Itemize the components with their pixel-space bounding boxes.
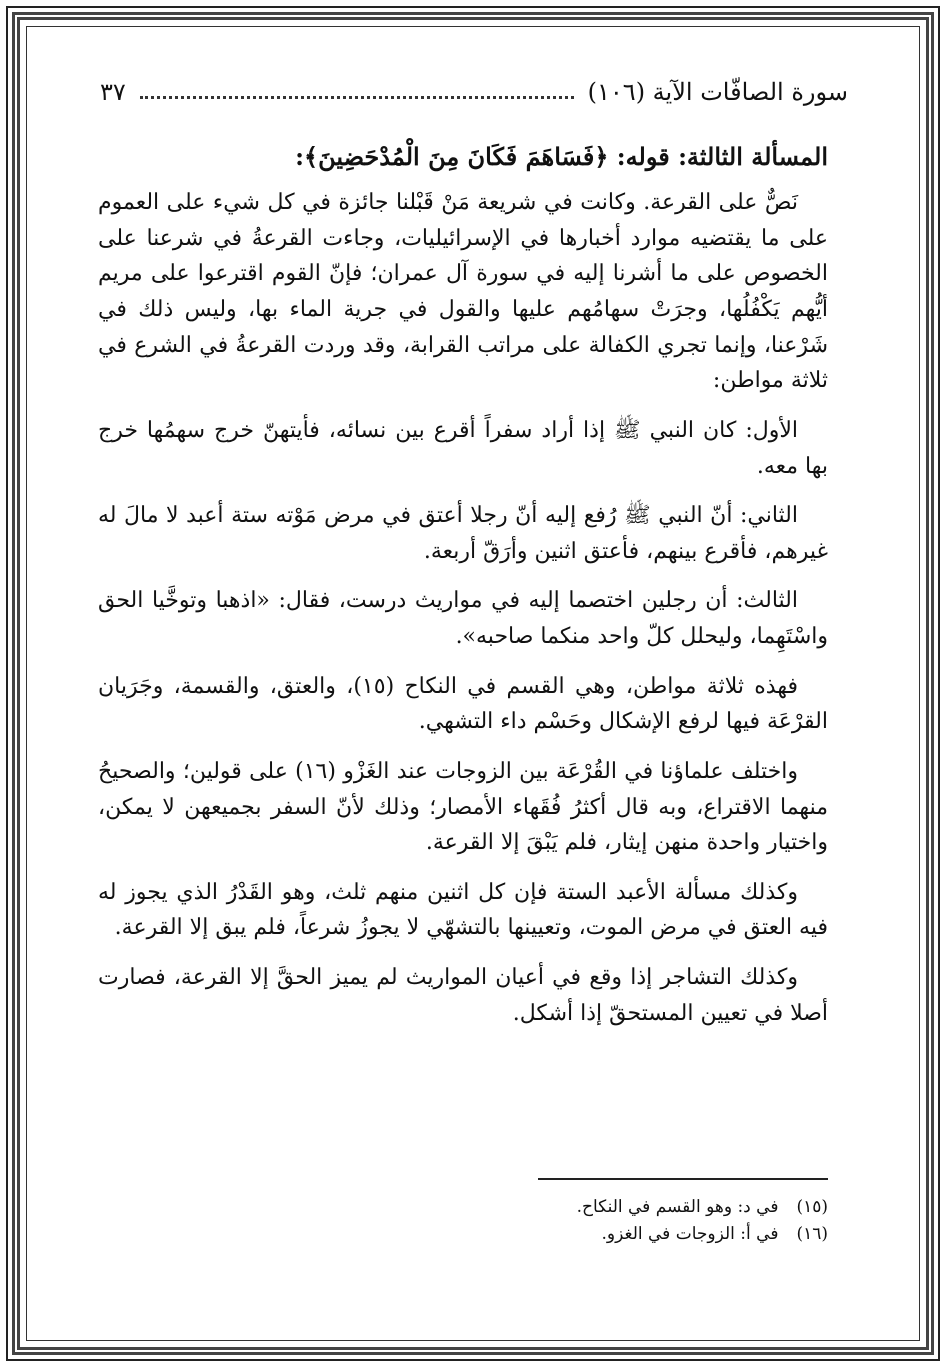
footnote-number: (١٦) <box>796 1224 828 1245</box>
footnote-number: (١٥) <box>796 1197 828 1217</box>
dot-leader <box>140 96 574 99</box>
section-heading: المسألة الثالثة: قوله: ﴿فَسَاهَمَ فَكَانَ مِنَ الْمُدْحَضِينَ﴾: <box>295 142 828 171</box>
running-title: سورة الصافّات الآية (١٠٦) <box>587 78 848 106</box>
footnote-separator <box>538 1178 828 1180</box>
main-text <box>98 138 828 1045</box>
paragraph: الأول: كان النبي ﷺ إذا أراد سفراً أقرع بين نسائه، فأيتهنّ خرج سهمُها خرج بها معه. <box>98 417 828 479</box>
paragraph: واختلف علماؤنا في القُرْعَة بين الزوجات عند الغَزْو (١٦) على قولين؛ والصحيحُ منهما الاقتراع، وبه قال أكثرُ فُقَهاء الأمصار؛ وذلك لأنّ السفر بجميعهن لا يمكن، واختيار واحدة منهن إيثار، فلم يَبْقَ إلا القرعة. <box>98 758 828 856</box>
footnotes <box>98 1178 828 1248</box>
paragraph: فهذه ثلاثة مواطن، وهي القسم في النكاح (١٥)، والعتق، والقسمة، وجَرَيان القرْعَة فيها لرفع الإشكال وحَسْم داء التشهي. <box>98 673 828 735</box>
footnote-text: في أ: الزوجات في الغزو. <box>601 1224 779 1245</box>
paragraph: الثالث: أن رجلين اختصما إليه في مواريث درست، فقال: «اذهبا وتوخَّيا الحق واسْتَهِما، وليحلل كلّ واحد منكما صاحبه». <box>98 588 828 650</box>
paragraph: وكذلك التشاجر إذا وقع في أعيان المواريث لم يميز الحقَّ إلا القرعة، فصارت أصلا في تعيين المستحقّ إذا أشكل. <box>98 965 828 1026</box>
paragraph: الثاني: أنّ النبي ﷺ رُفع إليه أنّ رجلا أعتق في مرض مَوْته ستة أعبد لا مالَ له غيرهم، فأقرع بينهم، فأعتق اثنين وأرَقّ أربعة. <box>98 503 828 564</box>
paragraph: وكذلك مسألة الأعبد الستة فإن كل اثنين منهم ثلث، وهو القَدْرُ الذي يجوز له فيه العتق في مرض الموت، وتعيينها بالتشهّي لا يجوزُ شرعاً، فلم يبق إلا القرعة. <box>98 879 828 941</box>
footnote <box>98 1221 828 1248</box>
paragraph: نَصٌّ على القرعة. وكانت في شريعة مَنْ قَبْلنا جائزة في كل شيء على العموم على ما يقتضيه موارد أخبارها في الإسرائيليات، وجاءت القرعةُ في شرعنا على الخصوص على ما أشرنا إليه في سورة آل عمران؛ فإنّ القوم اقترعوا على مريم أيُّهم يَكْفُلُها، وجرَتْ سهامُهم عليها والقول في جرية الماء بها، وليس ذلك في شَرْعنا، وإنما تجري الكفالة على مراتب القرابة، وقد وردت القرعةُ في الشرع في ثلاثة مواطن: <box>98 190 828 394</box>
footnote-text: في د: وهو القسم في النكاح. <box>576 1197 779 1217</box>
page-number: ٣٧ <box>100 78 126 106</box>
running-header <box>100 72 848 112</box>
footnote <box>98 1194 828 1221</box>
